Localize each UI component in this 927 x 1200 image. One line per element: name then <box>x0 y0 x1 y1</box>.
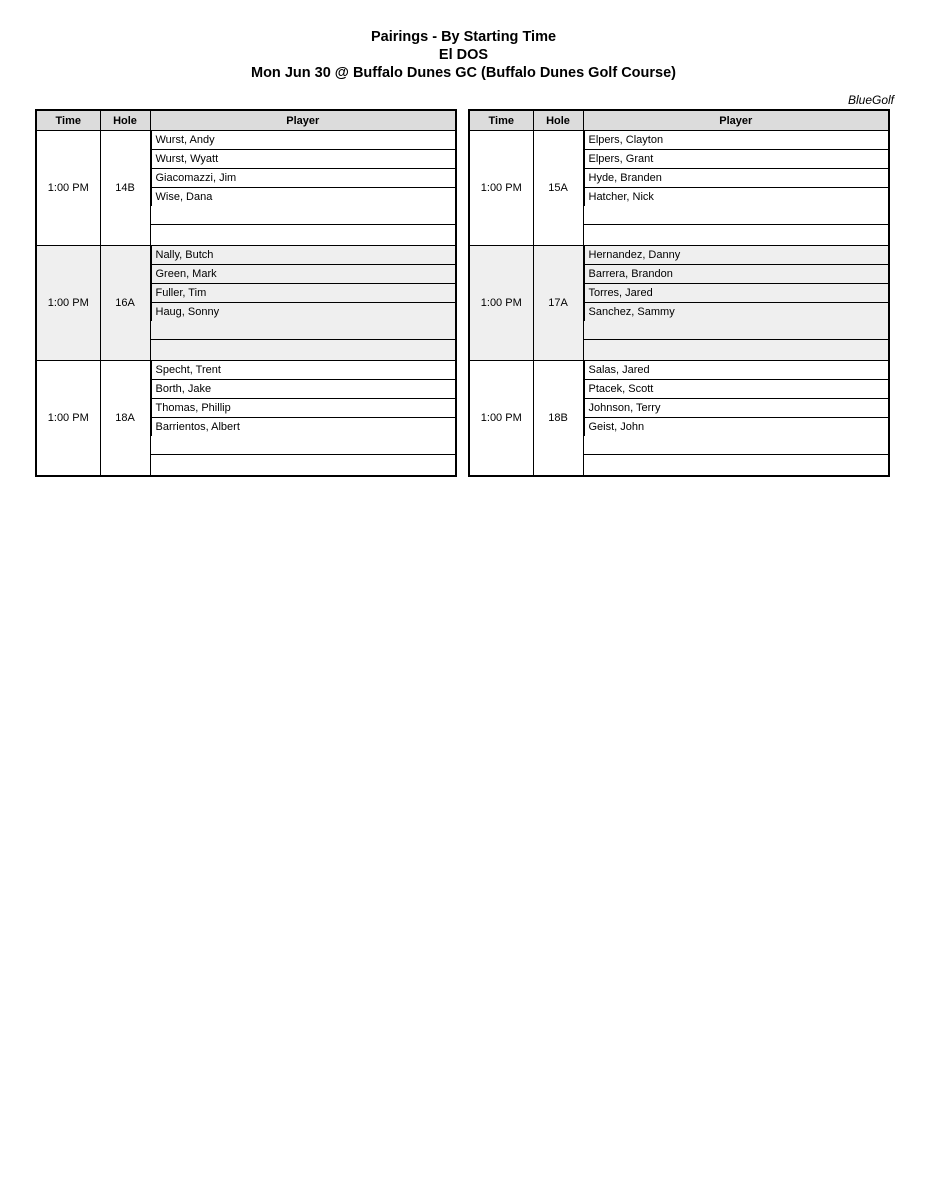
table-row <box>36 131 456 246</box>
player-name: Ptacek, Scott <box>584 380 889 399</box>
pairing-group <box>469 131 889 246</box>
blank-player-line <box>151 339 456 358</box>
player-name: Wurst, Wyatt <box>151 150 456 169</box>
table-header-row <box>469 110 889 131</box>
starting-hole: 17A <box>533 246 583 361</box>
table-row <box>36 246 456 361</box>
player-name: Geist, John <box>584 418 889 436</box>
blank-player-line <box>151 224 456 243</box>
player-cell <box>583 246 889 361</box>
blank-player-line <box>151 454 456 473</box>
player-name: Salas, Jared <box>584 361 889 380</box>
tee-time: 1:00 PM <box>36 246 100 361</box>
pairing-group <box>469 246 889 361</box>
pairings-table-left <box>35 109 457 477</box>
player-name: Nally, Butch <box>151 246 456 265</box>
player-cell <box>583 131 889 246</box>
player-name: Haug, Sonny <box>151 303 456 321</box>
player-name: Torres, Jared <box>584 284 889 303</box>
starting-hole: 18B <box>533 361 583 477</box>
table-row <box>36 361 456 477</box>
report-header <box>0 28 927 82</box>
player-name: Hyde, Branden <box>584 169 889 188</box>
starting-hole: 18A <box>100 361 150 477</box>
brand-label: BlueGolf <box>847 93 894 107</box>
blank-player-line <box>584 339 889 358</box>
blank-player-line <box>584 224 889 243</box>
pairing-group <box>36 131 456 246</box>
player-name: Borth, Jake <box>151 380 456 399</box>
table-row <box>469 131 889 246</box>
player-name: Elpers, Grant <box>584 150 889 169</box>
player-cell <box>583 361 889 477</box>
starting-hole: 16A <box>100 246 150 361</box>
player-name: Elpers, Clayton <box>584 131 889 150</box>
column-header-hole: Hole <box>533 110 583 131</box>
starting-hole: 15A <box>533 131 583 246</box>
column-header-time: Time <box>469 110 533 131</box>
player-name: Fuller, Tim <box>151 284 456 303</box>
pairings-table <box>468 109 890 477</box>
blank-player-line <box>584 454 889 473</box>
starting-hole: 14B <box>100 131 150 246</box>
tee-time: 1:00 PM <box>469 246 533 361</box>
table-row <box>469 361 889 477</box>
tee-time: 1:00 PM <box>36 361 100 477</box>
event-name: El DOS <box>438 47 489 63</box>
pairing-group <box>36 361 456 477</box>
player-name: Barrientos, Albert <box>151 418 456 436</box>
column-header-player: Player <box>583 110 889 131</box>
tee-time: 1:00 PM <box>469 131 533 246</box>
column-header-player: Player <box>150 110 456 131</box>
player-name: Giacomazzi, Jim <box>151 169 456 188</box>
player-cell <box>150 361 456 477</box>
report-title: Pairings - By Starting Time <box>370 29 557 45</box>
pairing-group <box>36 246 456 361</box>
pairings-table-right <box>468 109 890 477</box>
player-name: Wurst, Andy <box>151 131 456 150</box>
pairings-table <box>35 109 457 477</box>
table-header-row <box>36 110 456 131</box>
pairing-group <box>469 361 889 477</box>
player-name: Thomas, Phillip <box>151 399 456 418</box>
player-name: Sanchez, Sammy <box>584 303 889 321</box>
player-name: Johnson, Terry <box>584 399 889 418</box>
table-row <box>469 246 889 361</box>
date-course: Mon Jun 30 @ Buffalo Dunes GC (Buffalo Dunes Golf Course) <box>251 65 676 81</box>
player-name: Specht, Trent <box>151 361 456 380</box>
player-name: Wise, Dana <box>151 188 456 206</box>
tee-time: 1:00 PM <box>469 361 533 477</box>
player-cell <box>150 131 456 246</box>
column-header-time: Time <box>36 110 100 131</box>
tee-time: 1:00 PM <box>36 131 100 246</box>
player-name: Green, Mark <box>151 265 456 284</box>
player-name: Hernandez, Danny <box>584 246 889 265</box>
column-header-hole: Hole <box>100 110 150 131</box>
player-cell <box>150 246 456 361</box>
player-name: Barrera, Brandon <box>584 265 889 284</box>
player-name: Hatcher, Nick <box>584 188 889 206</box>
